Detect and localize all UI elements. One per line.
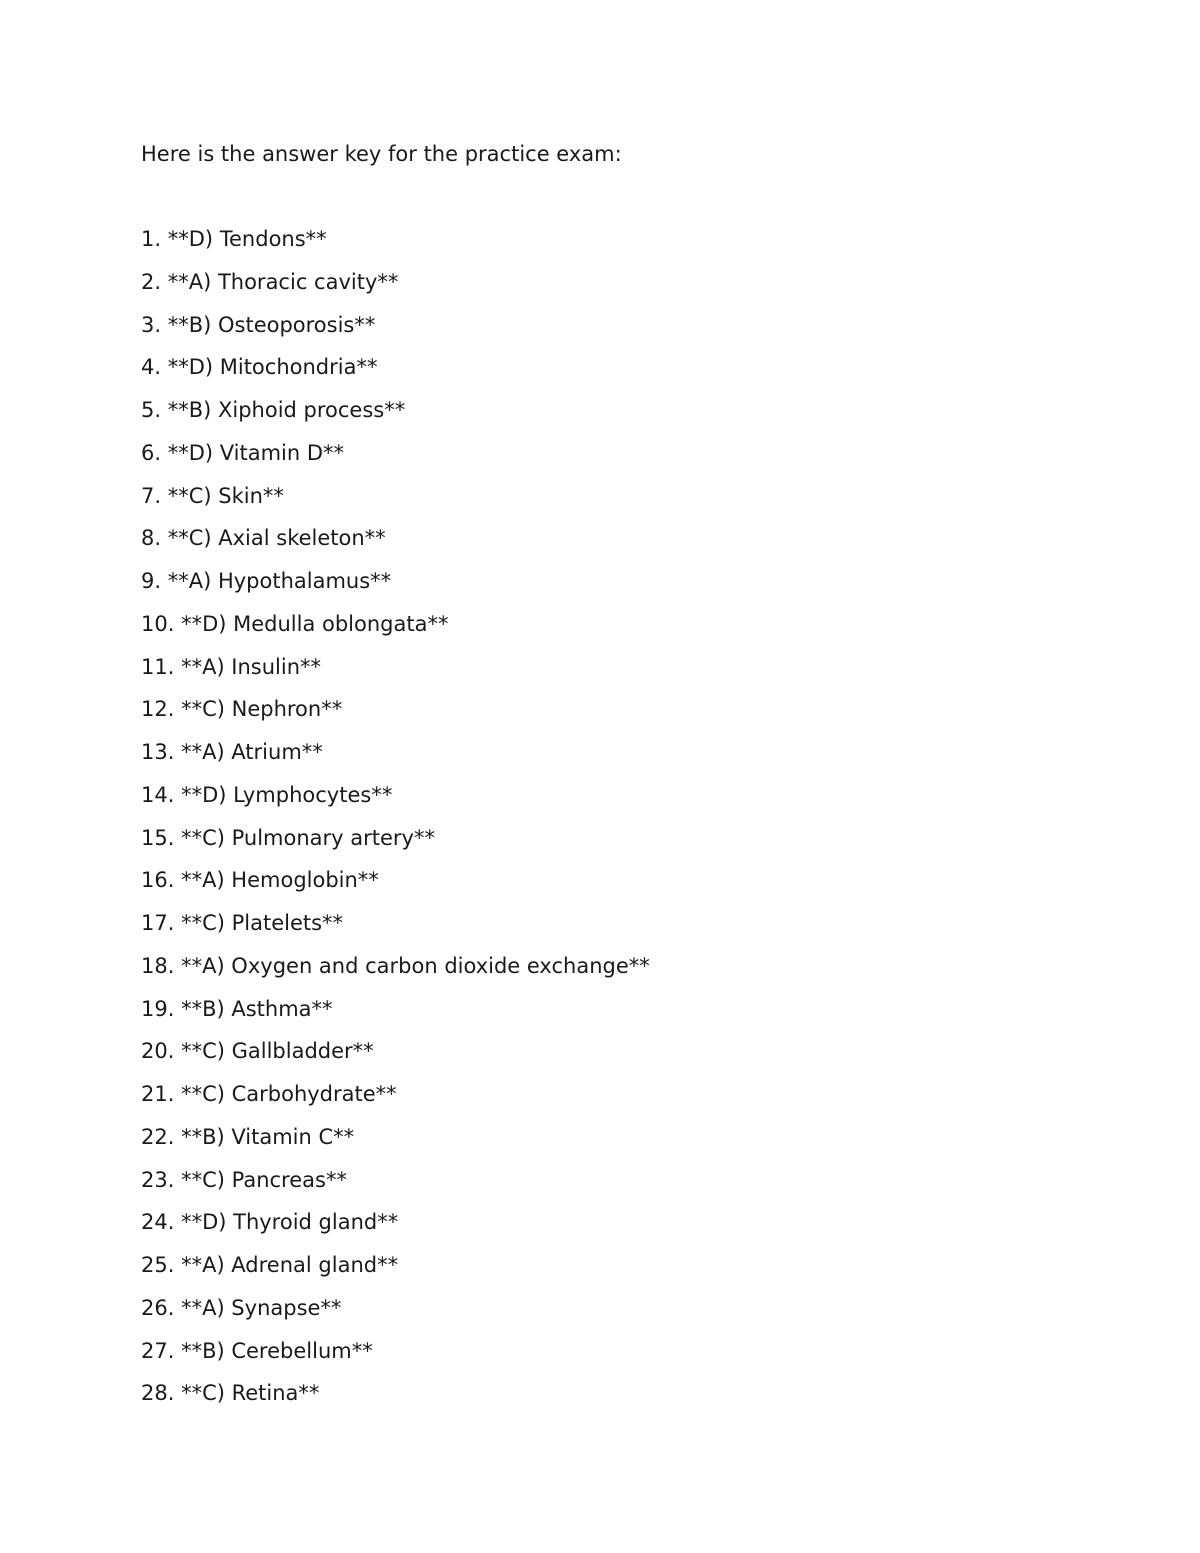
answer-item: 27. **B) Cerebellum**: [141, 1338, 373, 1363]
answer-item: 11. **A) Insulin**: [141, 654, 322, 679]
answer-item: 20. **C) Gallbladder**: [141, 1039, 374, 1064]
answer-list: [141, 225, 650, 1422]
answer-item: 7. **C) Skin**: [141, 483, 284, 508]
answer-item: 22. **B) Vitamin C**: [141, 1124, 355, 1149]
answer-item: 3. **B) Osteoporosis**: [141, 312, 376, 337]
answer-item: 18. **A) Oxygen and carbon dioxide exchange**: [141, 953, 650, 978]
answer-item: 15. **C) Pulmonary artery**: [141, 825, 435, 850]
answer-item: 28. **C) Retina**: [141, 1381, 320, 1406]
answer-item: 1. **D) Tendons**: [141, 227, 327, 251]
answer-item: 19. **B) Asthma**: [141, 996, 333, 1021]
answer-item: 23. **C) Pancreas**: [141, 1167, 347, 1192]
answer-item: 10. **D) Medulla oblongata**: [141, 611, 449, 636]
answer-item: 16. **A) Hemoglobin**: [141, 868, 379, 893]
answer-item: 21. **C) Carbohydrate**: [141, 1082, 397, 1106]
answer-item: 8. **C) Axial skeleton**: [141, 526, 386, 551]
answer-item: 26. **A) Synapse**: [141, 1295, 342, 1320]
answer-item: 14. **D) Lymphocytes**: [141, 782, 393, 807]
intro-text: Here is the answer key for the practice exam:: [141, 142, 622, 166]
answer-item: 5. **B) Xiphoid process**: [141, 398, 406, 422]
answer-item: 9. **A) Hypothalamus**: [141, 569, 392, 593]
answer-item: 17. **C) Platelets**: [141, 911, 344, 935]
answer-item: 2. **A) Thoracic cavity**: [141, 269, 399, 294]
answer-item: 12. **C) Nephron**: [141, 697, 343, 722]
answer-item: 4. **D) Mitochondria**: [141, 355, 378, 380]
answer-item: 25. **A) Adrenal gland**: [141, 1253, 399, 1277]
answer-item: 6. **D) Vitamin D**: [141, 440, 345, 465]
answer-item: 13. **A) Atrium**: [141, 740, 323, 764]
answer-item: 24. **D) Thyroid gland**: [141, 1210, 399, 1235]
